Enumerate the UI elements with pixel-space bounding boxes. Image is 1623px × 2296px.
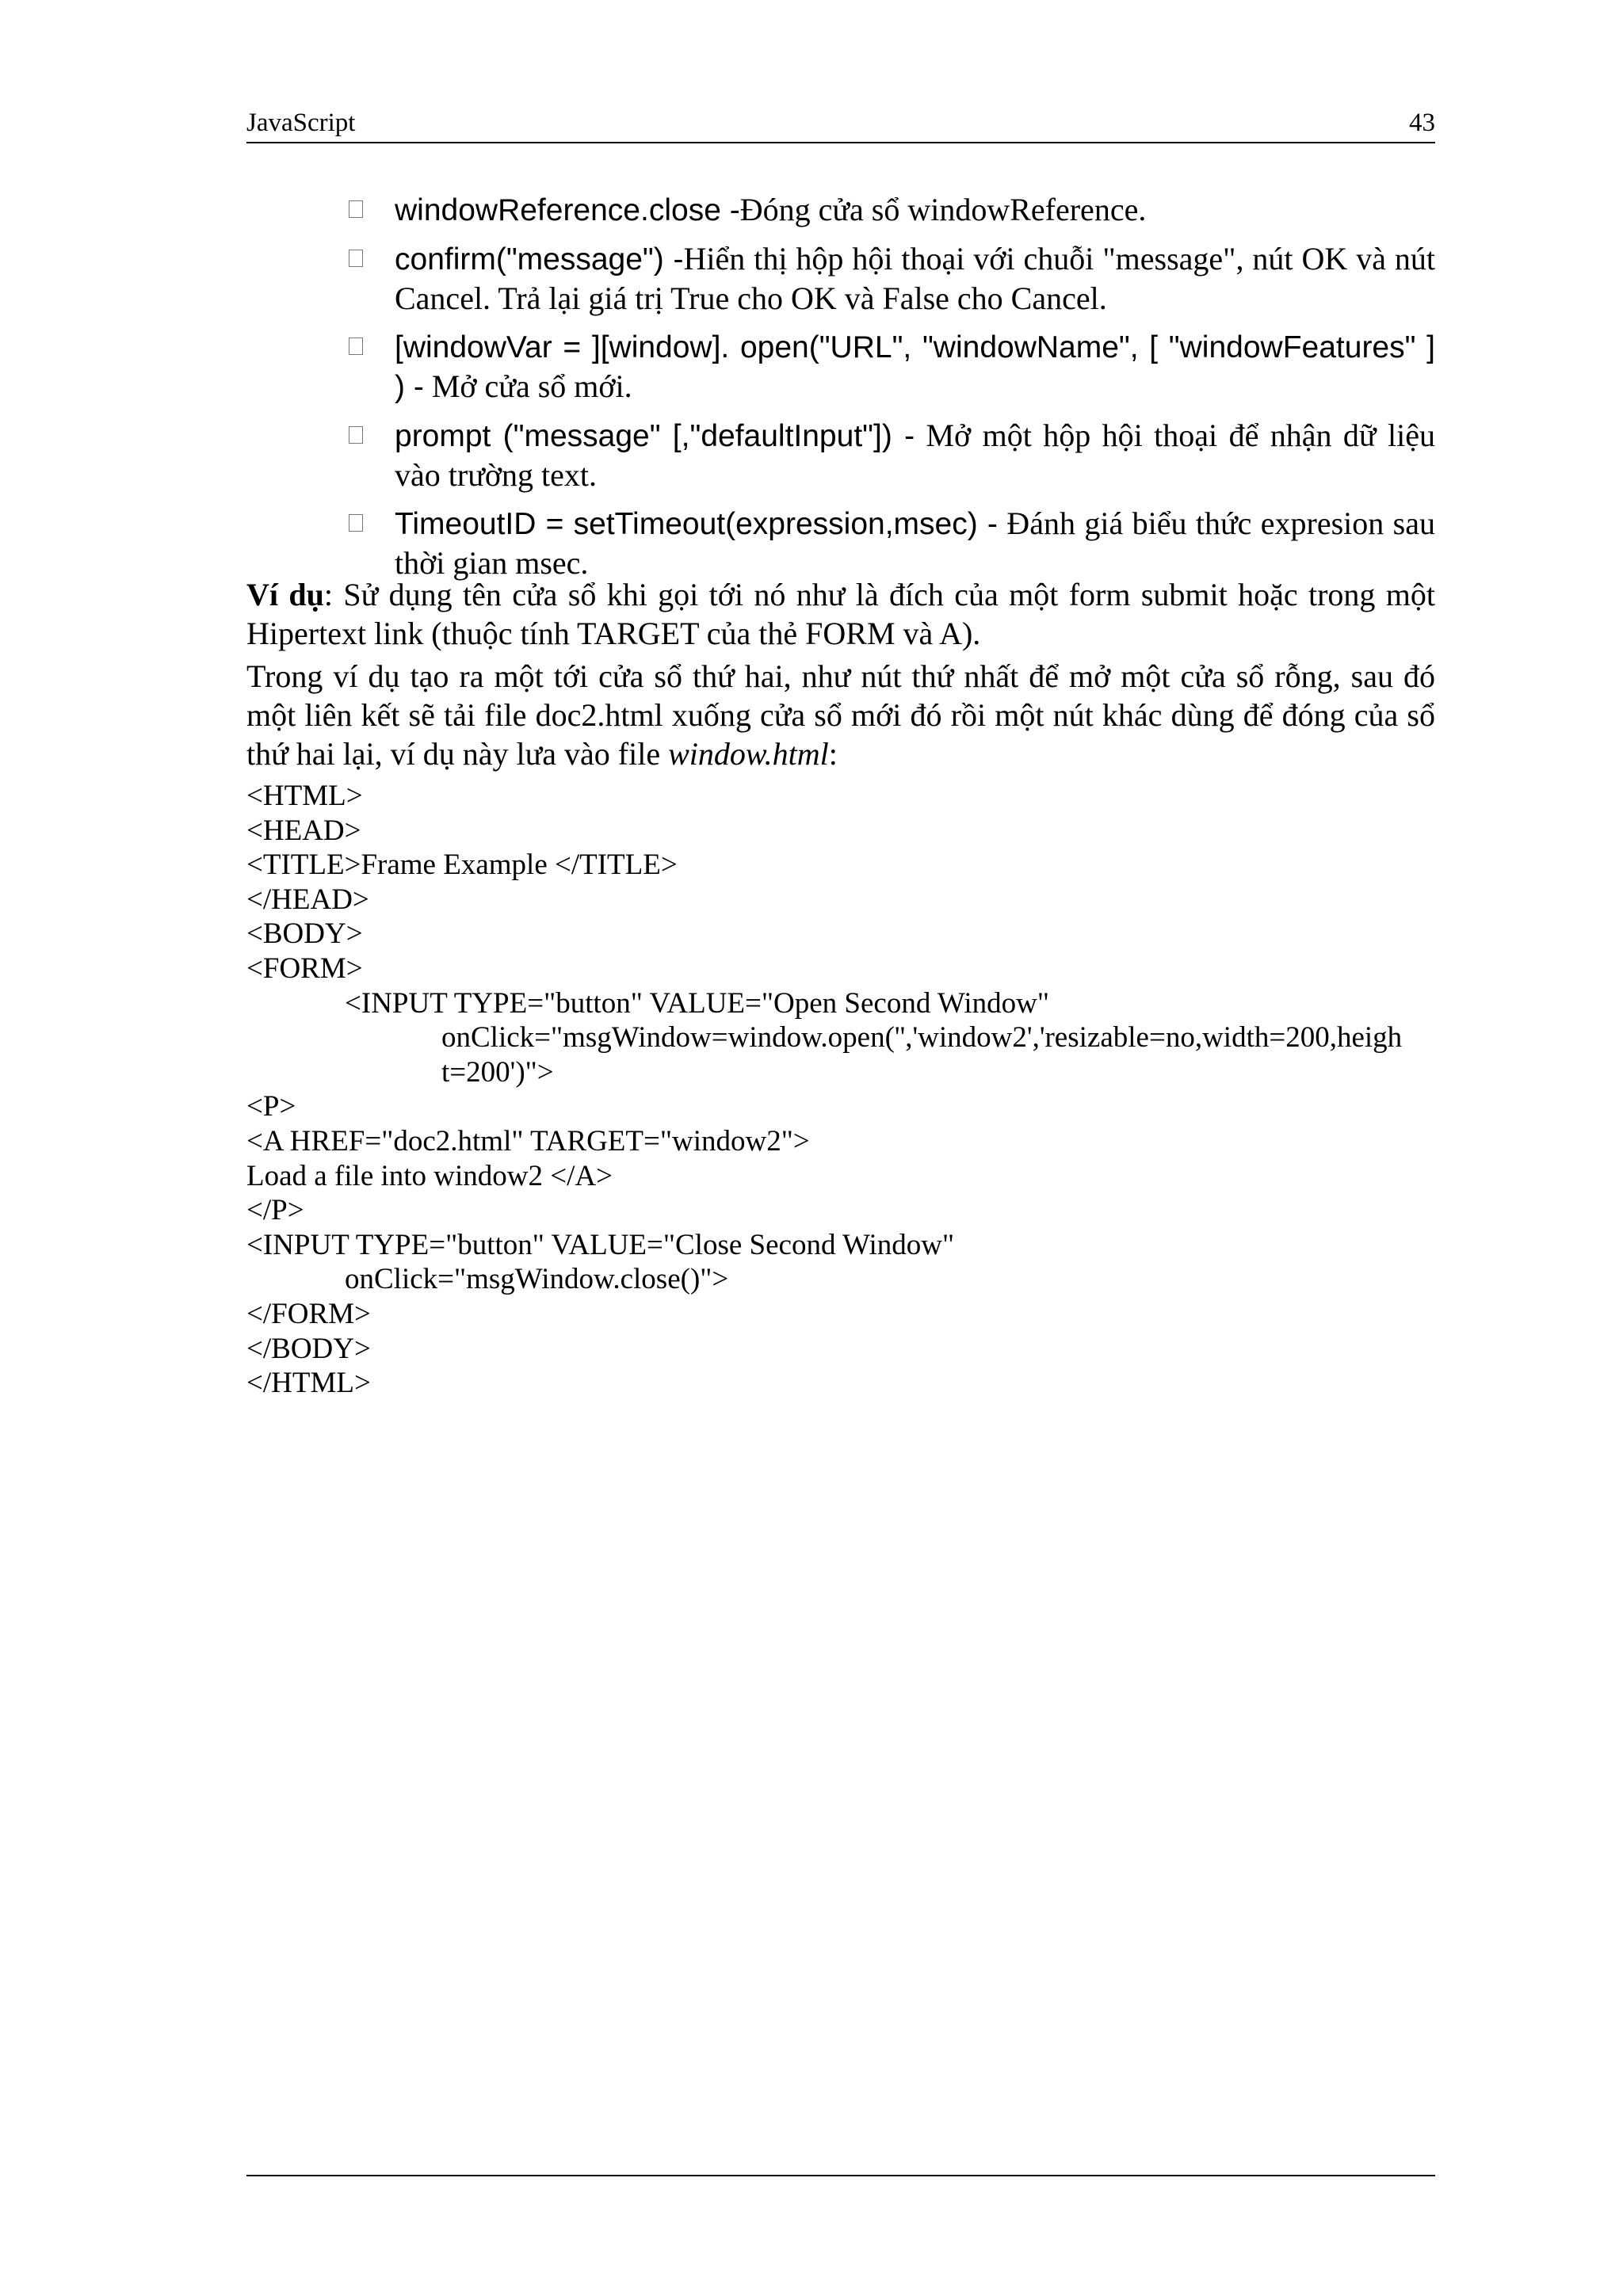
code-line: <HTML> [246, 780, 363, 812]
paragraph-text: Trong ví dụ tạo ra một tới cửa sổ thứ hai, như nút thứ nhất để mở một cửa sổ rỗng, sau đó một liên kết sẽ tải file doc2.html xuống cửa sổ mới đó rồi một nút khác dùng để đóng của sổ thứ hai lại, ví dụ này lưa vào file [246, 658, 1435, 772]
method-signature: windowReference.close - [395, 193, 740, 227]
method-signature: TimeoutID = setTimeout(expression,msec) - [395, 507, 998, 541]
method-signature: confirm("message") - [395, 242, 684, 277]
bullet-box-icon [349, 338, 363, 355]
method-description: Hiển thị hộp hội thoại với chuỗi "message", nút OK và nút Cancel. Trả lại giá trị True cho OK và False cho Cancel. [395, 241, 1435, 316]
code-listing [246, 779, 1435, 1401]
code-line: </FORM> [246, 1297, 371, 1330]
code-line: </HEAD> [246, 883, 369, 916]
code-line: <HEAD> [246, 814, 361, 847]
list-item [346, 416, 1435, 494]
list-item [346, 504, 1435, 582]
example-label: Ví dụ [246, 577, 324, 612]
code-line: <A HREF="doc2.html" TARGET="window2"> [246, 1124, 810, 1158]
footer-rule [246, 2175, 1435, 2176]
code-line: </P> [246, 1194, 304, 1227]
code-line: <INPUT TYPE="button" VALUE="Close Second Window" [246, 1228, 955, 1261]
example-text: : Sử dụng tên cửa sổ khi gọi tới nó như là đích của một form submit hoặc trong một Hipertext link (thuộc tính TARGET của thẻ FORM và A). [246, 577, 1435, 651]
bullet-box-icon [349, 426, 363, 444]
description-paragraph [246, 657, 1435, 773]
method-description: Mở cửa sổ mới. [423, 368, 632, 404]
code-line: <FORM> [246, 952, 363, 985]
list-item [346, 190, 1435, 230]
code-line: onClick="msgWindow.close()"> [345, 1263, 729, 1296]
header-title: JavaScript [246, 109, 356, 137]
method-signature: prompt ("message" [,"defaultInput"]) - [395, 419, 915, 453]
list-item [346, 327, 1435, 406]
page-header [246, 105, 1435, 143]
code-line: Load a file into window2 </A> [246, 1159, 613, 1192]
bullet-box-icon [349, 250, 363, 267]
list-item [346, 239, 1435, 318]
method-signature: [windowVar = ][window]. open("URL", "windowName", [ "windowFeatures" ] ) - [395, 330, 1435, 404]
code-line: </BODY> [246, 1332, 371, 1365]
code-line: t=200')"> [441, 1055, 554, 1089]
code-line: onClick="msgWindow=window.open('','window2','resizable=no,width=200,heigh [441, 1021, 1403, 1055]
code-line: <TITLE>Frame Example </TITLE> [246, 849, 678, 882]
paragraph-tail: : [828, 736, 838, 772]
filename: window.html [668, 736, 829, 772]
page-number: 43 [1409, 109, 1435, 137]
code-line: <P> [246, 1090, 296, 1123]
code-line: <INPUT TYPE="button" VALUE="Open Second Window" [345, 986, 1049, 1020]
method-description: Mở một hộp hội thoại để nhận dữ liệu vào trường text. [395, 418, 1435, 493]
method-list [346, 190, 1435, 592]
code-line: <BODY> [246, 917, 363, 951]
example-paragraph [246, 575, 1435, 653]
bullet-box-icon [349, 200, 363, 218]
method-description: Đóng cửa sổ windowReference. [739, 192, 1147, 227]
code-line: </HTML> [246, 1367, 371, 1400]
bullet-box-icon [349, 514, 363, 532]
method-description: Đánh giá biểu thức expresion sau thời gian msec. [395, 505, 1436, 581]
